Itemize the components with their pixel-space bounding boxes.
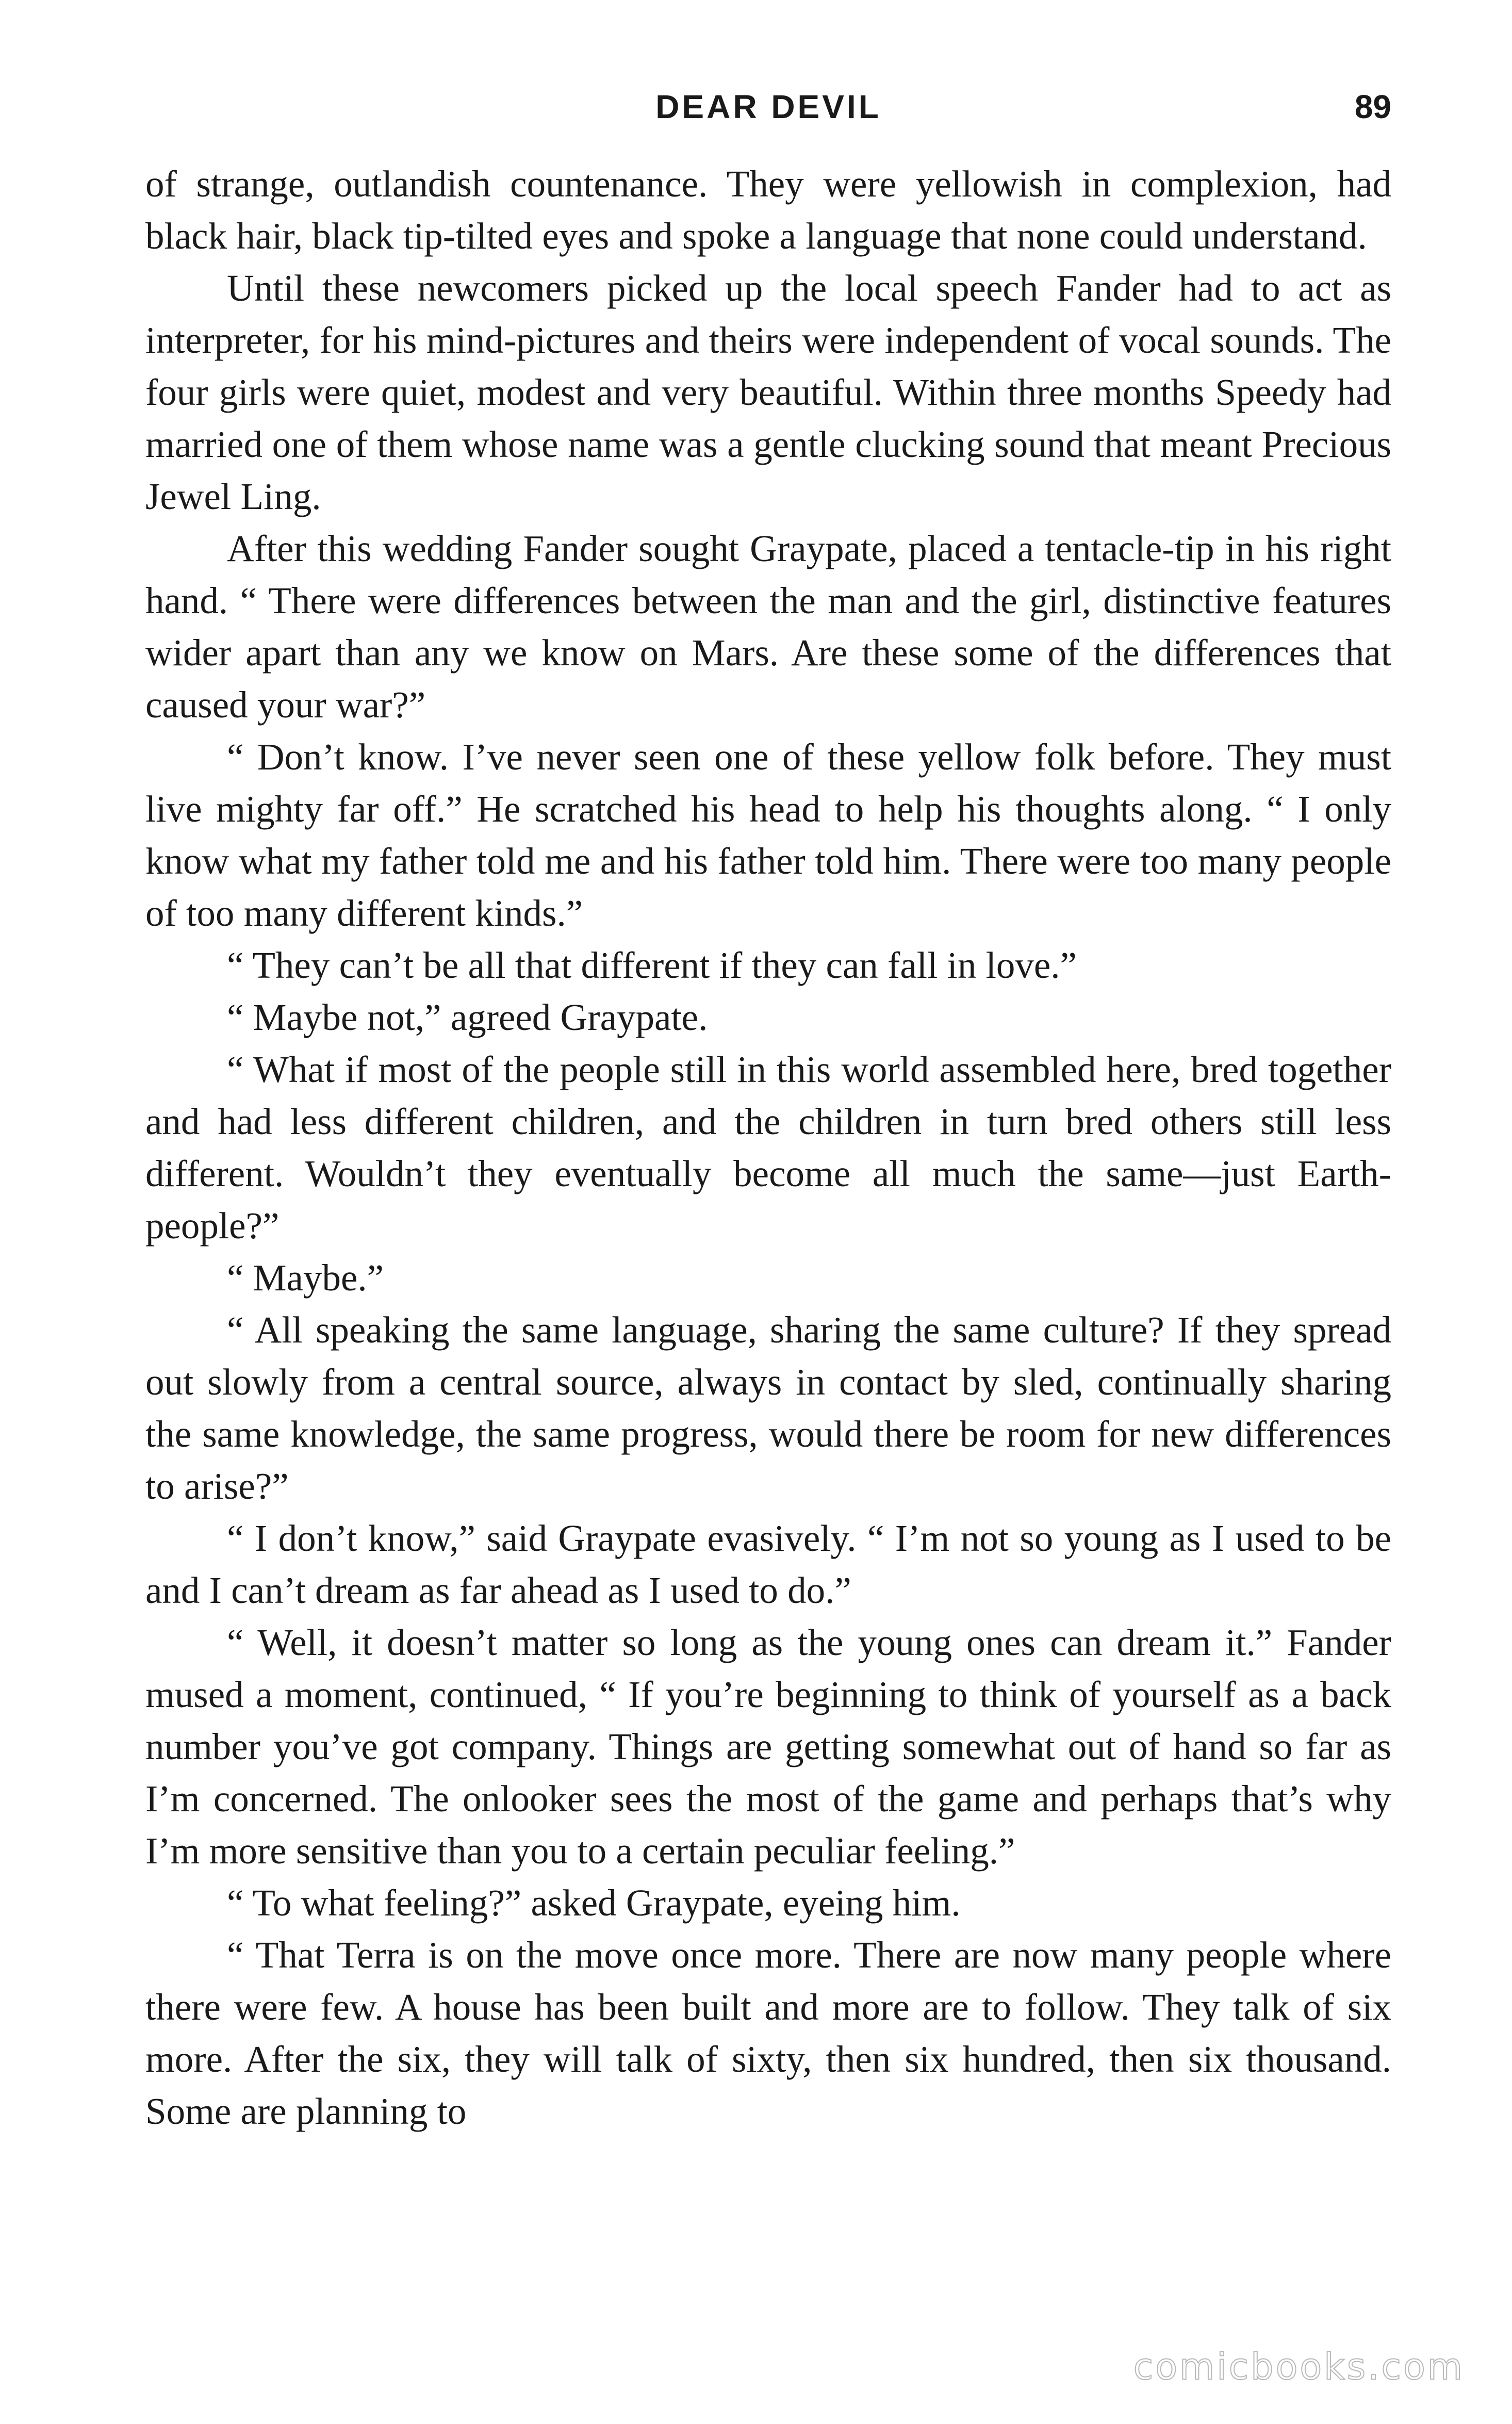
- paragraph: “ What if most of the people still in this world assembled here, bred together and had less different children, and the children in turn bred others still less different. Wouldn’t they eventually become all much the same—just Earth-people?”: [145, 1049, 1391, 1247]
- paragraph-continued: of strange, outlandish countenance. They were yellowish in complexion, had black hair, black tip-tilted eyes and spoke a language that none could understand.: [145, 163, 1391, 257]
- watermark: comicbooks.com: [1133, 2346, 1465, 2388]
- paragraph: After this wedding Fander sought Graypate, placed a tentacle-tip in his right hand. “ There were differences between the man and the girl, distinctive features wider apart than any we know on Mars. Are these some of the differences that caused your war?”: [145, 528, 1391, 726]
- paragraph: “ Maybe not,” agreed Graypate.: [227, 996, 708, 1038]
- paragraph: “ All speaking the same language, sharing the same culture? If they spread out slowly from a central source, always in contact by sled, continually sharing the same knowledge, the same progress, would there be room for new differences to arise?”: [145, 1309, 1391, 1507]
- paragraph: “ That Terra is on the move once more. There are now many people where there were few. A house has been built and more are to follow. They talk of six more. After the six, they will talk of sixty, then six hundred, then six thousand. Some are planning to: [145, 1934, 1391, 2132]
- page-number: 89: [1354, 88, 1391, 125]
- paragraph: “ I don’t know,” said Graypate evasively. “ I’m not so young as I used to be and I can’t dream as far ahead as I used to do.”: [145, 1517, 1391, 1611]
- paragraph: “ To what feeling?” asked Graypate, eyeing him.: [227, 1882, 961, 1924]
- paragraph: “ Well, it doesn’t matter so long as the young ones can dream it.” Fander mused a moment, continued, “ If you’re beginning to think of yourself as a back number you’ve got company. Things are getting somewhat out of hand so far as I’m concerned. The onlooker sees the most of the game and perhaps that’s why I’m more sensitive than you to a certain peculiar feeling.”: [145, 1622, 1391, 1872]
- running-title: DEAR DEVIL: [655, 88, 881, 125]
- running-header: [145, 88, 1391, 144]
- book-page: [145, 88, 1391, 2137]
- paragraph: “ They can’t be all that different if they can fall in love.”: [227, 944, 1077, 986]
- paragraph: “ Maybe.”: [227, 1257, 384, 1299]
- body-text: [145, 158, 1391, 2137]
- paragraph: Until these newcomers picked up the local speech Fander had to act as interpreter, for his mind-pictures and theirs were independent of vocal sounds. The four girls were quiet, modest and very beautiful. Within three months Speedy had married one of them whose name was a gentle clucking sound that meant Precious Jewel Ling.: [145, 267, 1391, 517]
- paragraph: “ Don’t know. I’ve never seen one of these yellow folk before. They must live mighty far off.” He scratched his head to help his thoughts along. “ I only know what my father told me and his father told him. There were too many people of too many different kinds.”: [145, 736, 1391, 934]
